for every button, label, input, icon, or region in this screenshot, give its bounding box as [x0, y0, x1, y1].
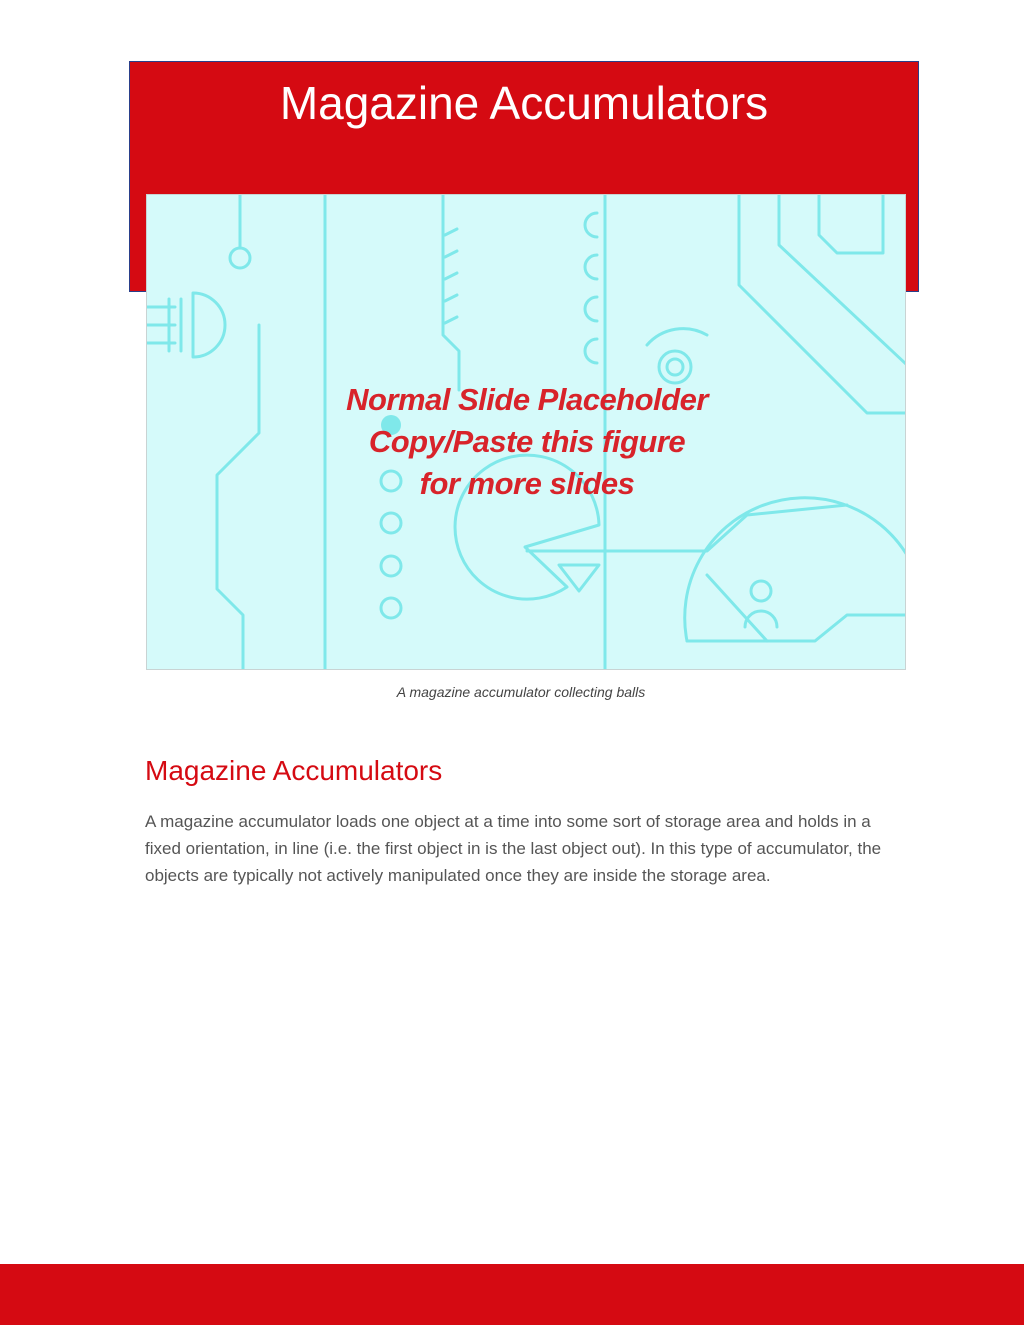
placeholder-line: Normal Slide Placeholder [346, 382, 708, 417]
body-paragraph: A magazine accumulator loads one object at a time into some sort of storage area and holds in a fixed orientation, in line (i.e. the first object in is the last object out). In this type of accumulator, the objects are typically not actively manipulated once they are inside the storage area. [145, 812, 882, 885]
placeholder-line: for more slides [419, 466, 635, 501]
footer-band [0, 1264, 1024, 1325]
section-heading: Magazine Accumulators [145, 755, 443, 786]
figure-caption: A magazine accumulator collecting balls [396, 684, 646, 700]
slide-placeholder-figure [146, 194, 906, 670]
placeholder-line: Copy/Paste this figure [368, 424, 686, 459]
placeholder-text [147, 379, 906, 505]
page-title: Magazine Accumulators [279, 77, 769, 129]
